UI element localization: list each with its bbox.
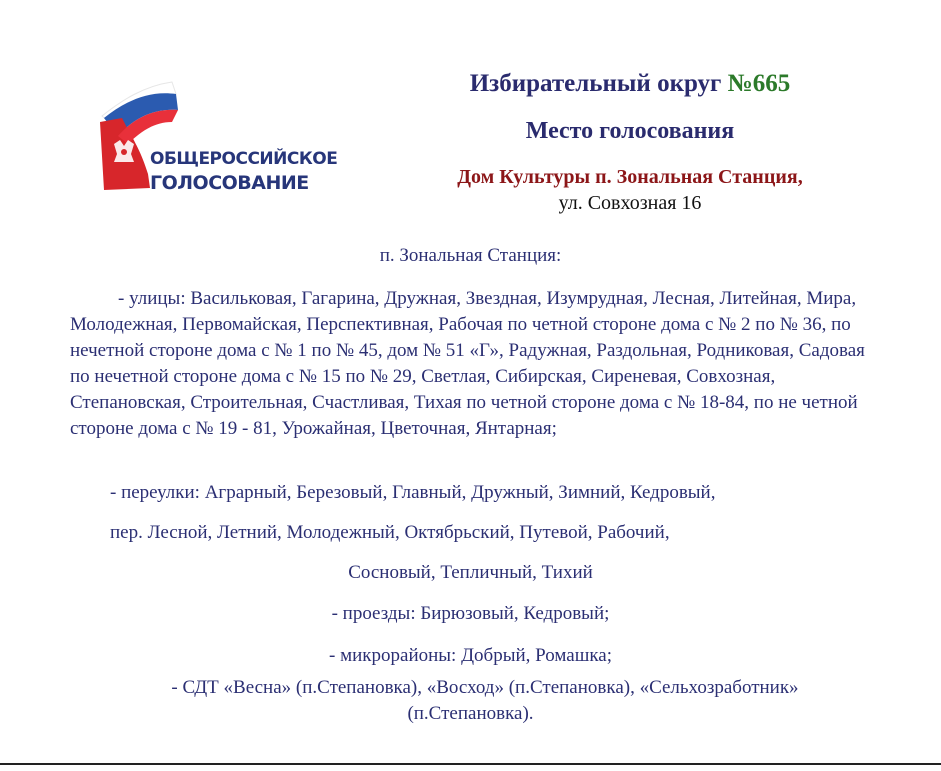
lanes-line-2: пер. Лесной, Летний, Молодежный, Октябрьский, Путевой, Рабочий,: [110, 522, 670, 543]
district-title: [360, 70, 900, 98]
logo-line-2: ГОЛОСОВАНИЕ: [150, 172, 309, 194]
district-label: Избирательный округ: [469, 70, 722, 97]
sdt-line-1: - СДТ «Весна» (п.Степановка), «Восход» (п.Степановка), «Сельхозработник»: [171, 677, 799, 698]
bottom-divider: [0, 763, 941, 765]
passages-line: - проезды: Бирюзовый, Кедровый;: [331, 603, 610, 624]
streets-paragraph: - улицы: Васильковая, Гагарина, Дружная, Звездная, Изумрудная, Лесная, Литейная, Мира, Молодежная, Первомайская, Перспективная, Рабочая по четной стороне дома с № 2 по № 36, по нечетной стороне дома с № 1 по № 45, дом № 51 «Г», Радужная, Раздольная, Родниковая, Садовая по нечетной стороне дома с № 15 по № 29, Светлая, Сибирская, Сиреневая, Совхозная, Степановская, Строительная, Счастливая, Тихая по четной стороне дома с № 18-84, по не четной стороне дома с № 19 - 81, Урожайная, Цветочная, Янтарная;: [70, 288, 865, 439]
district-number: №665: [727, 70, 791, 97]
logo-line-1: ОБЩЕРОССИЙСКОЕ: [150, 149, 338, 169]
lanes-line-1: - переулки: Аграрный, Березовый, Главный, Дружный, Зимний, Кедровый,: [110, 482, 716, 503]
microdistricts-line: - микрорайоны: Добрый, Ромашка;: [329, 645, 612, 666]
place-label: Место голосования: [525, 118, 735, 144]
lanes-line-3: Сосновый, Тепличный, Тихий: [348, 562, 593, 583]
logo: [92, 78, 338, 196]
venue-name: Дом Культуры п. Зональная Станция,: [457, 166, 803, 188]
settlement-heading: п. Зональная Станция:: [379, 245, 562, 266]
sdt-line-2: (п.Степановка).: [407, 703, 534, 724]
venue-address: ул. Совхозная 16: [558, 192, 702, 214]
